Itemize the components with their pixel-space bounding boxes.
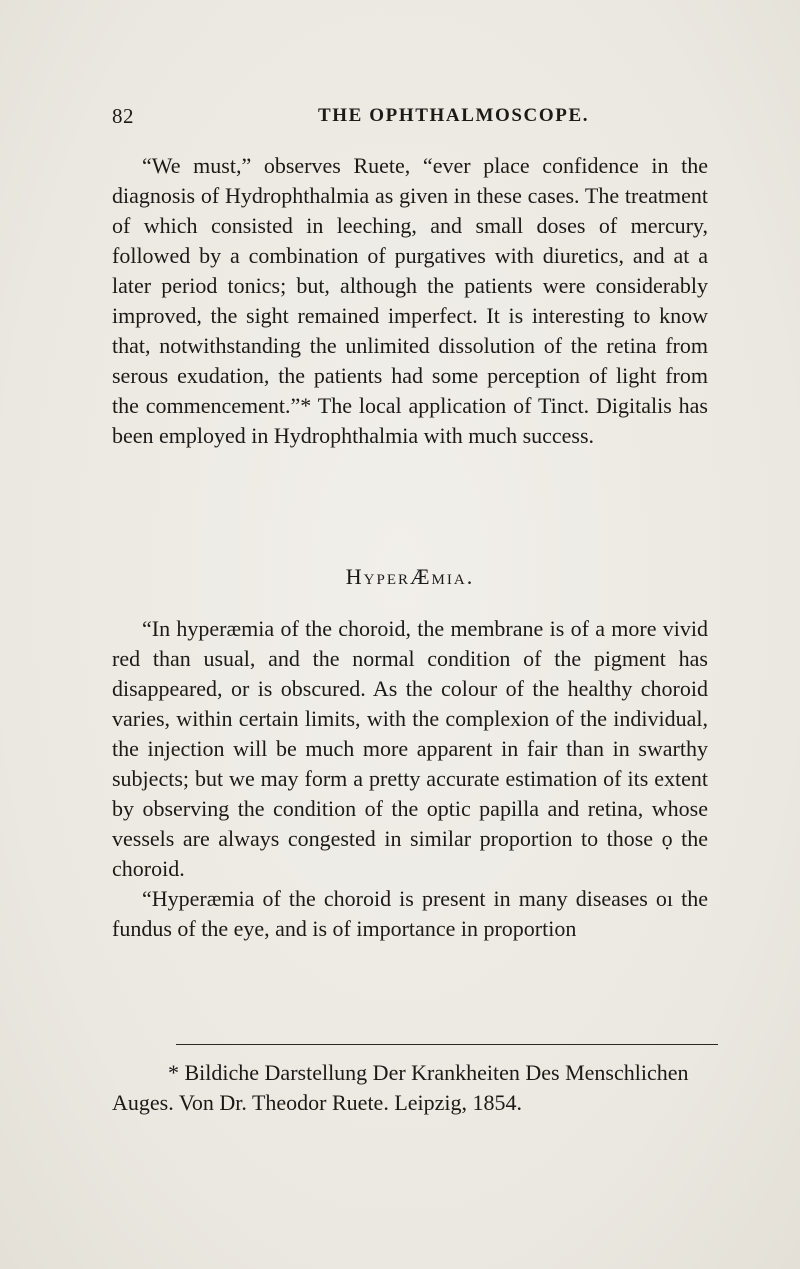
page-header xyxy=(112,104,712,132)
paragraph-hyperaemia-importance: “Hyperæmia of the choroid is present in many diseases oı the fundus of the eye, and is of importance in proportion xyxy=(112,886,708,941)
body-text-upper xyxy=(112,151,708,451)
running-title: THE OPHTHALMOSCOPE. xyxy=(318,105,590,126)
page-number: 82 xyxy=(112,104,134,128)
footnote xyxy=(112,1058,712,1118)
footnote-divider xyxy=(176,1044,718,1045)
paragraph-ruete-quote: “We must,” observes Ruete, “ever place confidence in the diagnosis of Hydrophthalmia as given in these cases. The treatment of which consisted in leeching, and small doses of mercury, followed by a combination of purgatives with diuretics, and at a later period tonics; but, although the patients were considerably improved, the sight remained imperfect. It is interesting to know that, notwithstanding the unlimited dissolution of the retina from serous exudation, the patients had some perception of light from the commencement.”* The local application of Tinct. Digitalis has been employed in Hydrophthalmia with much success. xyxy=(112,153,708,448)
footnote-text: * Bildiche Darstellung Der Krankheiten Des Menschlichen Auges. Von Dr. Theodor Ruete. Leipzig, 1854. xyxy=(112,1060,689,1115)
body-text-lower xyxy=(112,614,708,944)
paragraph-hyperaemia-description: “In hyperæmia of the choroid, the membrane is of a more vivid red than usual, and the normal condition of the pigment has disappeared, or is obscured. As the colour of the healthy choroid varies, within certain limits, with the complexion of the individual, the injection will be much more apparent in fair than in swarthy subjects; but we may form a pretty accurate estimation of its extent by observing the condition of the optic papilla and retina, whose vessels are always congested in similar proportion to those ọ the choroid. xyxy=(112,616,708,881)
section-heading: HyperÆmia. xyxy=(345,564,475,589)
